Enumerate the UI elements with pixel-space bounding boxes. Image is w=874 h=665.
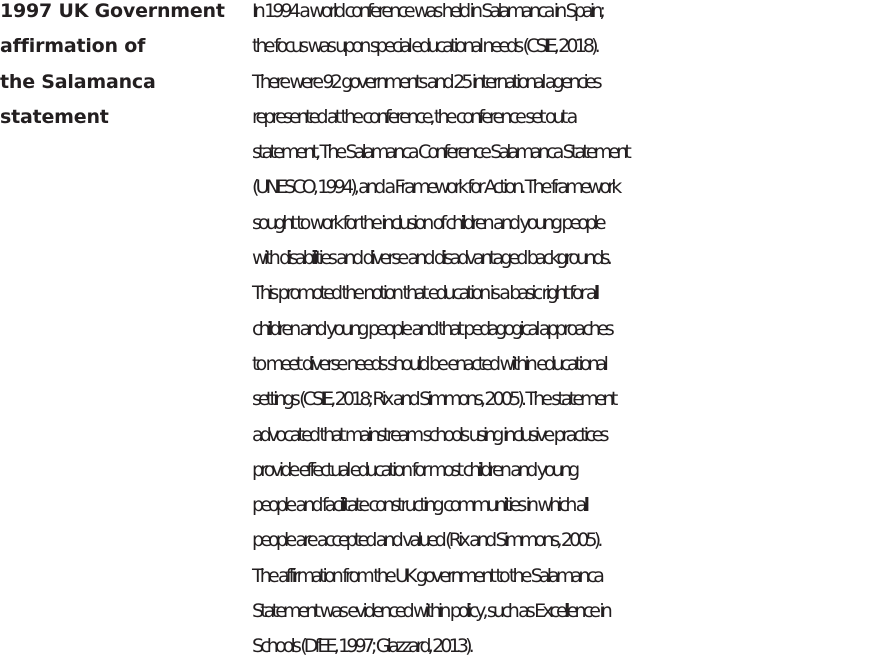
body-line: Schools (DfEE, 1997; Glazzard, 2013).	[252, 635, 471, 658]
heading-line: 1997 UK Government	[0, 0, 225, 22]
body-line: statement, The Salamanca Conference Salamanca Statement	[252, 141, 629, 164]
body-line: settings (CSIE, 2018; Rix and Simmons, 2005). The statement	[252, 388, 615, 411]
body-line: (UNESCO, 1994), and a Framework for Action. The framework	[252, 176, 619, 199]
body-line: advocated that mainstream schools using inclusive practices	[252, 423, 606, 446]
body-line: to meet diverse needs should be enacted within educational	[252, 352, 606, 375]
body-line: There were 92 governments and 25 international agencies	[252, 70, 599, 93]
body-line: people are accepted and valued (Rix and Simmons, 2005).	[252, 529, 600, 552]
heading-line: affirmation of	[0, 35, 146, 58]
body-line: The affirmation from the UK government to the Salamanca	[252, 564, 601, 587]
entry-heading	[0, 0, 240, 135]
heading-line: statement	[0, 105, 109, 128]
body-line: provide effectual education for most children and young	[252, 458, 577, 481]
body-line: people and facilitate constructing communities in which all	[252, 494, 587, 517]
body-line: sought to work for the inclusion of children and young people	[252, 211, 603, 234]
entry-body-paragraph	[252, 0, 874, 665]
body-line: the focus was upon special educational needs (CSIE, 2018).	[252, 35, 597, 58]
heading-line: the Salamanca	[0, 70, 156, 93]
body-line: children and young people and that pedagogical approaches	[252, 317, 611, 340]
body-line: represented at the conference, the conference set out a	[252, 105, 575, 128]
body-line: Statement was evidenced within policy, such as Excellence in	[252, 600, 609, 623]
body-line: In 1994 a world conference was held in Salamanca in Spain;	[252, 0, 602, 22]
body-line: This promoted the notion that education is a basic right for all	[252, 282, 597, 305]
body-line: with disabilities and diverse and disadvantaged backgrounds.	[252, 247, 609, 270]
